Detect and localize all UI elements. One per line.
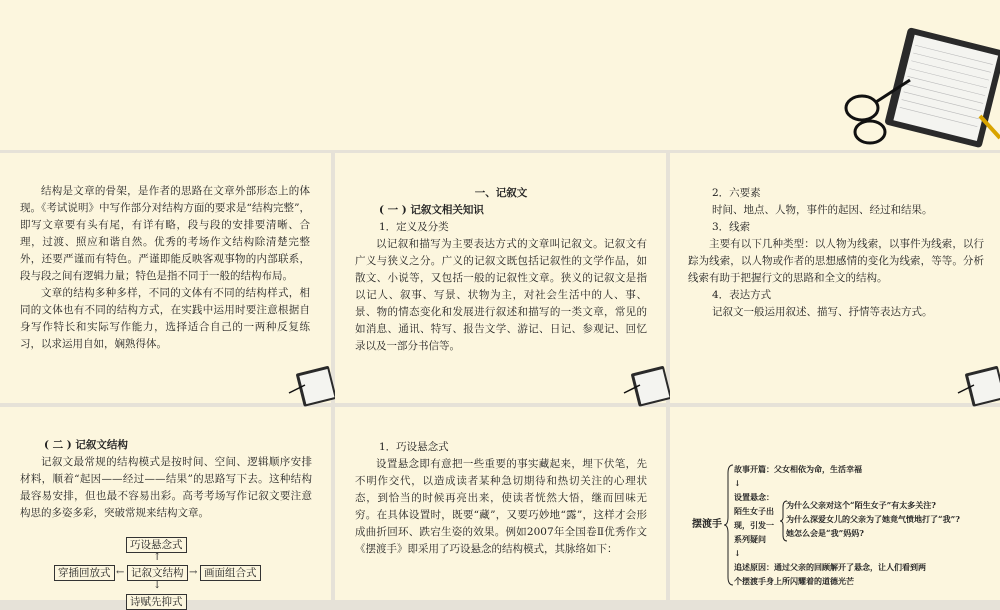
diagram-node-center: 记叙文结构 (127, 565, 188, 581)
notebook-icon (622, 363, 666, 403)
slide-narrative-structure (0, 407, 331, 608)
outline-reason-line-a: 追述原因：通过父亲的回顾解开了悬念，让人们看到两 (734, 562, 926, 572)
suspense-heading: 1．巧设悬念式 (379, 441, 449, 453)
arrow-up-icon: ↑ (153, 552, 162, 563)
expression-text: 记叙文一般运用叙述、描写、抒情等表达方式。 (712, 306, 933, 318)
arrow-right-icon: → (189, 567, 198, 578)
clue-text: 主要有以下几种类型：以人物为线索，以事件为线索，以行踪为线索，以人物或作者的思想感情的变化为线索，等等。分析线索有助于把握行文的思路和全文的结构。 (688, 238, 984, 284)
item-definition-heading: 1．定义及分类 (379, 221, 449, 233)
slide-structure-intro (0, 153, 331, 403)
outline-arrow-2: ↓ (734, 548, 741, 558)
outline-question-3: 她怎么会是“我”妈妈? (786, 528, 864, 538)
diagram-node-montage: 画面组合式 (200, 565, 261, 581)
section-heading: 一、记叙文 (474, 187, 528, 199)
structure-heading: ( 二 ) 记叙文结构 (44, 439, 128, 451)
slide-suspense-method (335, 407, 666, 600)
arrow-left-icon: ← (116, 567, 125, 578)
item-expression-heading: 4．表达方式 (712, 289, 772, 301)
item-six-elements-heading: 2．六要素 (712, 187, 761, 199)
outline-question-2: 为什么深爱女儿的父亲为了她竟气愤地打了“我”? (786, 514, 960, 524)
diagram-node-suspense: 巧设悬念式 (126, 537, 187, 553)
notebook-icon (287, 363, 331, 403)
item-clue-heading: 3．线索 (712, 221, 751, 233)
outline-suspense-label: 设置悬念： (734, 492, 774, 502)
definition-paragraph: 以记叙和描写为主要表达方式的文章叫记叙文。记叙文有广义与狭义之分。广义的记叙文既包括记叙性的文学作品，如散文、小说等，又包括一般的记叙性文章。狭义的记叙文是指以记人、叙事、写景、状物为主，对社会生活中的人、事、景、物的情态变化和发展进行叙述和描写的一类文章，常见的如消息、通讯、特写、报告文学、游记、日记、参观记、回忆录以及一部分书信等。 (355, 238, 647, 352)
outline-opening: 故事开篇：父女相依为命，生活幸福 (734, 464, 862, 474)
outline-reason-line-b: 个摆渡手身上所闪耀着的道德光芒 (734, 576, 854, 586)
title-slide-band (0, 0, 1000, 150)
intro-paragraph-1: 结构是文章的骨架，是作者的思路在文章外部形态上的体现。《考试说明》中写作部分对结构方面的要求是“结构完整”，即写文章要有头有尾，有详有略，段与段的安排要清晰、合理，过渡、照应和谐自然。优秀的考场作文结构除清楚完整外，还要严谨而有特色。严谨即能反映客观事物的内部联系，段与段之间有逻辑力量；特色是指不同于一般的结构布局。 (20, 185, 310, 282)
slide-narrative-knowledge (335, 153, 666, 403)
subsection-heading: ( 一 ) 记叙文相关知识 (379, 204, 484, 216)
outline-brace (724, 463, 734, 587)
notebook-glasses-illustration (840, 20, 1000, 150)
outline-suspense-line-c: 现，引发一 (734, 520, 774, 530)
outline-root: 摆渡手 (692, 519, 722, 530)
slide-narrative-elements (670, 153, 1000, 403)
intro-paragraph-2: 文章的结构多种多样，不同的文体有不同的结构样式，相同的文体也有不同的结构方式，在实践中运用时要注意根据自身写作特长和实际写作能力，选择适合自己的一两种反复练习，以求运用自如，娴熟得体。 (20, 287, 310, 350)
slide-ferryman-outline (670, 407, 1000, 600)
notebook-icon (956, 363, 1000, 403)
outline-suspense-line-d: 系列疑问 (734, 534, 766, 544)
six-elements-text: 时间、地点、人物，事件的起因、经过和结果。 (712, 204, 933, 216)
diagram-node-bottom: 诗赋先抑式 (126, 594, 187, 610)
outline-suspense-line-b: 陌生女子出 (734, 506, 774, 516)
structure-paragraph: 记叙文最常规的结构模式是按时间、空间、逻辑顺序安排材料，顺着“起因——经过——结果”的思路写下去。这种结构最容易安排，但也最不容易出彩。高考考场写作记叙文要注意构思的多姿多彩，突破常规来结构文章。 (20, 456, 312, 519)
outline-arrow-1: ↓ (734, 478, 741, 488)
diagram-node-flashback: 穿插回放式 (54, 565, 115, 581)
suspense-paragraph: 设置悬念即有意把一些重要的事实藏起来，埋下伏笔，先不明作交代，以造成读者某种急切期待和热切关注的心理状态，到恰当的时候再亮出来，使读者恍然大悟，继而回味无穷。在具体设置时，既要“藏”，又要巧妙地“露”，这样才会形成曲折回环、跌宕生姿的效果。例如2007年全国卷Ⅱ优秀作文《摆渡手》即采用了巧设悬念的结构模式，其脉络如下： (355, 458, 647, 555)
outline-question-1: 为什么父亲对这个“陌生女子”有太多关注? (786, 500, 936, 510)
arrow-down-icon: ↓ (153, 580, 162, 591)
